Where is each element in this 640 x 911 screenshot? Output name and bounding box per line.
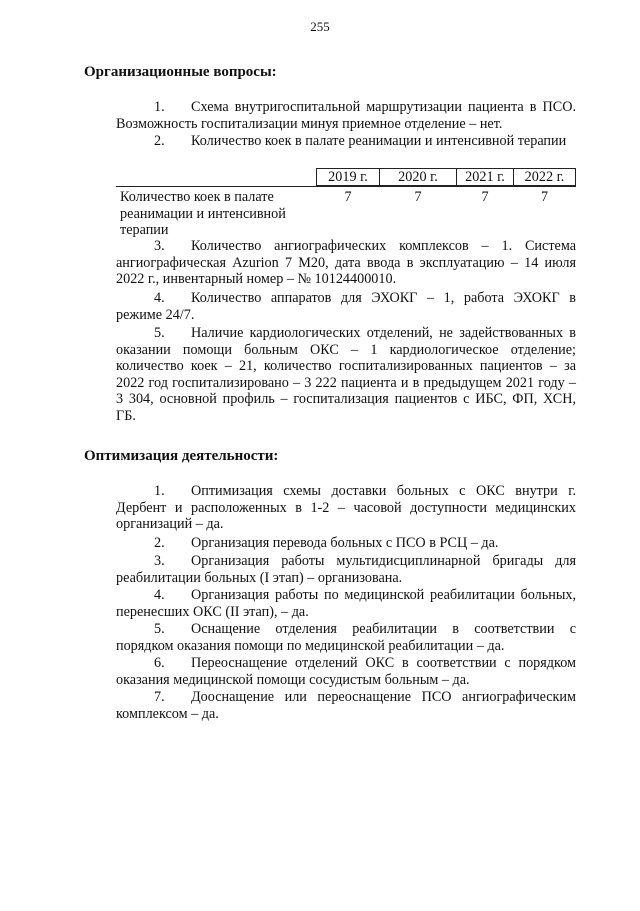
item-text: Оптимизация схемы доставки больных с ОКС внутри г. Дербент и расположенных в 1-2 – часовой доступности медицинских организаций – да.: [116, 483, 576, 533]
table-cell: 7: [540, 189, 549, 205]
list-item: [116, 238, 576, 288]
section-heading-optimization: Оптимизация деятельности:: [84, 448, 279, 464]
list-item: [116, 689, 576, 722]
item-number: 2.: [154, 535, 165, 551]
item-text: Дооснащение или переоснащение ПСО ангиографическим комплексом – да.: [116, 689, 576, 722]
item-text: Количество ангиографических комплексов – 1. Система ангиографическая Azurion 7 M20, дата ввода в эксплуатацию – 14 июля 2022 г., инвентарный номер – № 10124400010.: [116, 238, 576, 288]
table-header-cell: 2020 г.: [379, 168, 457, 186]
item-number: 2.: [154, 133, 165, 149]
list-item: [116, 621, 576, 654]
item-text: Организация работы по медицинской реабилитации больных, перенесших ОКС (II этап), – да.: [116, 587, 576, 620]
list-item: [116, 483, 576, 533]
table-cell: 7: [481, 189, 489, 205]
item-text: Количество коек в палате реанимации и интенсивной терапии: [191, 133, 567, 149]
item-text: Организация перевода больных с ПСО в РСЦ – да.: [191, 535, 499, 551]
item-text: Схема внутригоспитальной маршрутизации пациента в ПСО. Возможность госпитализации минуя приемное отделение – нет.: [116, 99, 576, 132]
item-number: 3.: [154, 238, 165, 254]
section-heading-organizational: Организационные вопросы:: [84, 64, 277, 80]
list-item: [116, 325, 576, 425]
table-row-label: Количество коек в палате реанимации и интенсивной терапии: [120, 189, 286, 239]
table-row: [116, 187, 576, 239]
list-item: [116, 535, 576, 552]
item-number: 5.: [154, 621, 165, 637]
table-cell: 7: [344, 189, 352, 205]
table-header-cell: 2019 г.: [316, 168, 380, 186]
item-text: Организация работы мультидисциплинарной бригады для реабилитации больных (I этап) – организована.: [116, 553, 576, 586]
table-header-cell: 2022 г.: [513, 168, 576, 186]
list-item: [116, 587, 576, 620]
beds-table: [116, 168, 576, 239]
item-number: 7.: [154, 689, 165, 705]
item-number: 1.: [154, 99, 165, 115]
item-text: Переоснащение отделений ОКС в соответствии с порядком оказания медицинской помощи сосудистым больным – да.: [116, 655, 576, 688]
table-header-row: [116, 168, 576, 187]
list-item: [116, 99, 576, 132]
item-number: 3.: [154, 553, 165, 569]
page-number: 255: [310, 19, 330, 34]
list-item: [116, 655, 576, 688]
list-item: [116, 553, 576, 586]
item-text: Наличие кардиологических отделений, не задействованных в оказании помощи больным ОКС – 1 кардиологическое отделение; количество коек – 21, количество госпитализированных пациентов – за 2022 год госпитализировано – 3 222 пациента и в предыдущем 2021 году – 3 304, основной профиль – госпитализация пациентов с ИБС, ФП, ХСН, ГБ.: [116, 325, 576, 424]
list-item: [116, 290, 576, 323]
item-text: Оснащение отделения реабилитации в соответствии с порядком оказания помощи по медицинской реабилитации – да.: [116, 621, 576, 654]
item-number: 1.: [154, 483, 165, 499]
list-item: [116, 133, 576, 150]
table-cell: 7: [414, 189, 422, 205]
item-number: 6.: [154, 655, 165, 671]
item-number: 4.: [154, 290, 165, 306]
table-header-cell: 2021 г.: [456, 168, 514, 186]
item-number: 4.: [154, 587, 165, 603]
item-number: 5.: [154, 325, 165, 341]
item-text: Количество аппаратов для ЭХОКГ – 1, работа ЭХОКГ в режиме 24/7.: [116, 290, 576, 323]
